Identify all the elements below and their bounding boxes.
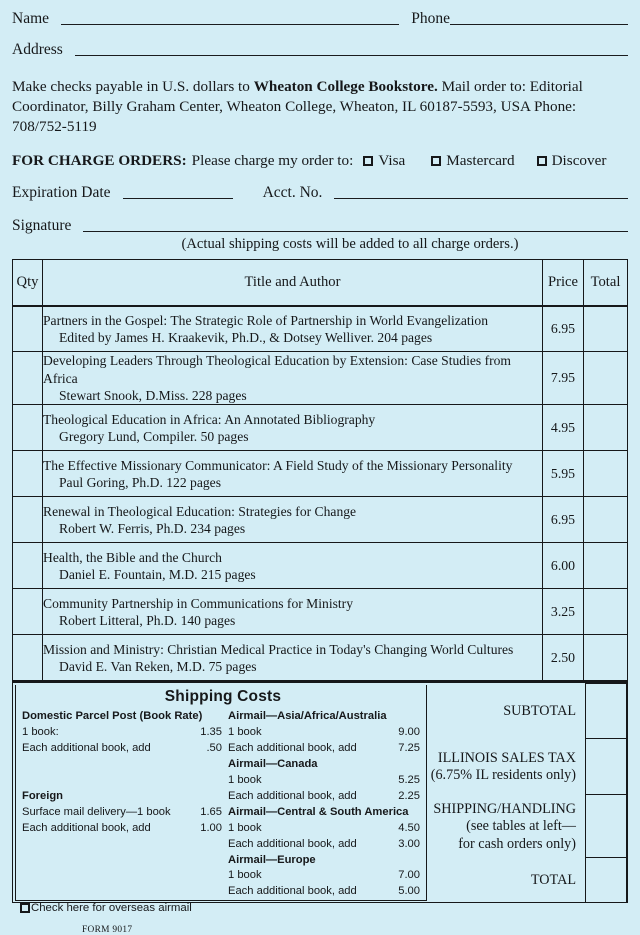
line-total-input-cell[interactable]: [584, 352, 628, 405]
shipping-rate-label: 1 book: [228, 821, 262, 834]
shipping-rate-row: [228, 741, 426, 757]
checkbox-icon[interactable]: [431, 156, 441, 166]
table-row: [13, 635, 628, 681]
book-author: Stewart Snook, D.Miss. 228 pages: [59, 388, 247, 404]
qty-input-cell[interactable]: [13, 635, 43, 681]
table-row: [13, 306, 628, 352]
shipping-handling-input-box[interactable]: [585, 795, 627, 858]
shipping-rate-label: Each additional book, add: [22, 742, 151, 755]
shipping-rate-label: 1 book: [228, 726, 262, 739]
shipping-rate-row: [228, 821, 426, 837]
shipping-rate-row: [22, 741, 228, 757]
sales-tax-row: [427, 739, 627, 795]
title-author-cell: [43, 635, 543, 681]
signature-label: Signature: [12, 217, 72, 235]
qty-input-cell[interactable]: [13, 451, 43, 497]
shipping-rate-amount: 5.00: [398, 885, 420, 898]
shipping-rate-heading: Domestic Parcel Post (Book Rate): [22, 710, 203, 723]
shipping-handling-label-group: [427, 801, 585, 853]
qty-input-cell[interactable]: [13, 405, 43, 451]
order-table-body: [13, 306, 628, 681]
shipping-rate-label: 1 book: [228, 774, 262, 787]
book-title: Community Partnership in Communications for Ministry: [43, 595, 354, 611]
subtotal-row: [427, 683, 627, 739]
subtotal-input-box[interactable]: [585, 683, 627, 739]
shipping-rate-label: Each additional book, add: [22, 821, 151, 834]
book-price: 6.00: [543, 543, 584, 589]
title-author-cell: [43, 497, 543, 543]
title-author-cell: [43, 306, 543, 352]
line-total-input-cell[interactable]: [584, 635, 628, 681]
title-author-cell: [43, 405, 543, 451]
title-author-cell: [43, 589, 543, 635]
shipping-rate-amount: 5.25: [398, 774, 420, 787]
subtotal-label: SUBTOTAL: [503, 702, 576, 719]
shipping-rate-amount: 1.65: [200, 805, 222, 818]
shipping-rate-amount: 1.00: [200, 821, 222, 834]
expiration-date-input-line[interactable]: [123, 198, 233, 199]
shipping-rate-row: [22, 821, 228, 837]
shipping-rates-airmail: [228, 709, 426, 900]
title-author-cell: [43, 352, 543, 405]
checkbox-icon[interactable]: [20, 903, 30, 913]
payment-text-before: Make checks payable in U.S. dollars to: [12, 78, 250, 95]
phone-label: Phone: [411, 10, 450, 27]
shipping-rate-label: Each additional book, add: [228, 742, 357, 755]
qty-input-cell[interactable]: [13, 589, 43, 635]
total-label: TOTAL: [530, 872, 576, 889]
shipping-rate-row: [228, 837, 426, 853]
card-label-visa: Visa: [378, 152, 406, 170]
shipping-rate-amount: 7.25: [398, 742, 420, 755]
shipping-handling-label: SHIPPING/HANDLING: [433, 800, 576, 817]
shipping-handling-note2: for cash orders only): [458, 835, 576, 852]
shipping-rate-amount: 9.00: [398, 726, 420, 739]
spacer: [22, 757, 228, 773]
name-input-line[interactable]: [61, 24, 399, 25]
order-table: [12, 259, 628, 681]
acct-no-input-line[interactable]: [334, 198, 628, 199]
shipping-rate-row: [22, 725, 228, 741]
sales-tax-note: (6.75% IL residents only): [430, 767, 576, 784]
shipping-rate-label: Each additional book, add: [228, 885, 357, 898]
line-total-input-cell[interactable]: [584, 543, 628, 589]
checkbox-icon[interactable]: [363, 156, 373, 166]
card-label-mastercard: Mastercard: [446, 152, 515, 170]
totals-column: [427, 683, 627, 903]
charge-instruction: Please charge my order to:: [191, 152, 354, 170]
table-row: [13, 405, 628, 451]
title-author-cell: [43, 543, 543, 589]
card-option-mastercard[interactable]: [431, 152, 514, 170]
shipping-rate-heading: Airmail—Central & South America: [228, 805, 409, 818]
sales-tax-label-group: [427, 750, 585, 785]
acct-no-label: Acct. No.: [262, 184, 323, 202]
shipping-rate-row: [22, 805, 228, 821]
spacer: [22, 773, 228, 789]
shipping-rate-row: [228, 725, 426, 741]
table-row: [13, 352, 628, 405]
book-title: Theological Education in Africa: An Annotated Bibliography: [43, 411, 376, 427]
charge-orders-heading: FOR CHARGE ORDERS:: [12, 152, 187, 170]
charge-orders-row: [12, 152, 628, 170]
signature-input-line[interactable]: [83, 231, 628, 232]
book-price: 2.50: [543, 635, 584, 681]
shipping-rate-heading: Airmail—Canada: [228, 758, 318, 771]
title-author-cell: [43, 451, 543, 497]
shipping-rate-amount: 4.50: [398, 821, 420, 834]
book-author: Gregory Lund, Compiler. 50 pages: [59, 428, 249, 444]
book-author: Daniel E. Fountain, M.D. 215 pages: [59, 566, 256, 582]
shipping-rate-row: [228, 789, 426, 805]
book-title: Mission and Ministry: Christian Medical Practice in Today's Changing World Cultures: [43, 641, 514, 657]
line-total-input-cell[interactable]: [584, 497, 628, 543]
address-input-line[interactable]: [75, 55, 628, 56]
book-price: 6.95: [543, 497, 584, 543]
book-title: Renewal in Theological Education: Strategies for Change: [43, 503, 357, 519]
book-price: 3.25: [543, 589, 584, 635]
overseas-airmail-label: Check here for overseas airmail: [31, 902, 192, 915]
order-table-wrap: [0, 259, 640, 681]
book-author: Robert W. Ferris, Ph.D. 234 pages: [59, 520, 246, 536]
table-row: [13, 589, 628, 635]
book-price: 5.95: [543, 451, 584, 497]
shipping-rate-columns: [20, 709, 426, 900]
table-row: [13, 451, 628, 497]
shipping-rate-amount: .50: [206, 742, 222, 755]
shipping-rate-amount: 1.35: [200, 726, 222, 739]
book-title: The Effective Missionary Communicator: A Field Study of the Missionary Personality: [43, 457, 513, 473]
book-price: 7.95: [543, 352, 584, 405]
payee-name: Wheaton College Bookstore.: [253, 78, 438, 95]
qty-input-cell[interactable]: [13, 352, 43, 405]
name-label: Name: [12, 10, 50, 27]
book-author: Edited by James H. Kraakevik, Ph.D., & Dotsey Welliver. 204 pages: [59, 330, 433, 345]
shipping-costs-inner: [15, 685, 426, 935]
contact-block: [0, 0, 640, 253]
shipping-rate-heading: Foreign: [22, 789, 64, 802]
book-author: Robert Litteral, Ph.D. 140 pages: [59, 612, 236, 628]
sales-tax-input-box[interactable]: [585, 739, 627, 795]
shipping-rate-row: [228, 884, 426, 900]
shipping-costs-title: Shipping Costs: [164, 688, 282, 706]
sales-tax-label: ILLINOIS SALES TAX: [437, 750, 576, 767]
line-total-input-cell[interactable]: [584, 451, 628, 497]
book-author: David E. Van Reken, M.D. 75 pages: [59, 658, 257, 674]
shipping-rate-row: [228, 773, 426, 789]
shipping-rate-amount: 3.00: [398, 837, 420, 850]
shipping-rate-row: [228, 868, 426, 884]
book-price: 4.95: [543, 405, 584, 451]
total-input-box[interactable]: [585, 858, 627, 903]
shipping-rate-label: Surface mail delivery—1 book: [22, 805, 171, 818]
qty-input-cell[interactable]: [13, 306, 43, 352]
shipping-rate-heading: Airmail—Europe: [228, 853, 316, 866]
line-total-input-cell[interactable]: [584, 306, 628, 352]
table-row: [13, 543, 628, 589]
book-title: Developing Leaders Through Theological Education by Extension: Case Studies from Africa: [43, 353, 512, 386]
signature-row: [12, 217, 628, 235]
shipping-rate-heading: Airmail—Asia/Africa/Australia: [228, 710, 387, 723]
overseas-airmail-option[interactable]: [20, 902, 426, 914]
address-label: Address: [12, 41, 63, 58]
qty-input-cell[interactable]: [13, 497, 43, 543]
shipping-rate-label: Each additional book, add: [228, 789, 357, 802]
shipping-handling-row: [427, 795, 627, 858]
address-row: [12, 41, 628, 59]
shipping-totals-box: [12, 681, 628, 935]
expiration-date-label: Expiration Date: [12, 184, 111, 202]
shipping-handling-note1: (see tables at left—: [466, 818, 576, 835]
shipping-rates-domestic: [20, 709, 228, 900]
order-table-head: [13, 260, 628, 306]
column-header-total: Total: [584, 260, 628, 306]
book-title: Health, the Bible and the Church: [43, 549, 222, 565]
column-header-price: Price: [543, 260, 584, 306]
book-price: 6.95: [543, 306, 584, 352]
bottom-section: [0, 681, 640, 935]
shipping-rate-label: 1 book: [228, 869, 262, 882]
line-total-input-cell[interactable]: [584, 405, 628, 451]
shipping-rate-amount: 2.25: [398, 789, 420, 802]
table-row: [13, 497, 628, 543]
line-total-input-cell[interactable]: [584, 589, 628, 635]
table-header-row: [13, 260, 628, 306]
form-number: FORM 9017: [82, 925, 133, 935]
shipping-notice: (Actual shipping costs will be added to all charge orders.): [181, 236, 519, 253]
card-label-discover: Discover: [551, 152, 607, 170]
phone-input-line[interactable]: [450, 24, 628, 25]
column-header-qty: Qty: [13, 260, 43, 306]
payment-instructions: [12, 77, 628, 136]
shipping-rate-label: Each additional book, add: [228, 837, 357, 850]
checkbox-icon[interactable]: [537, 156, 547, 166]
book-author: Paul Goring, Ph.D. 122 pages: [59, 474, 221, 490]
book-title: Partners in the Gospel: The Strategic Role of Partnership in World Evangelization: [43, 312, 489, 328]
qty-input-cell[interactable]: [13, 543, 43, 589]
column-header-title: Title and Author: [43, 260, 543, 306]
name-phone-row: [12, 10, 628, 28]
expiration-acct-row: [12, 184, 628, 202]
shipping-rate-amount: 7.00: [398, 869, 420, 882]
shipping-costs-box: [15, 685, 427, 935]
payment-text-after: Mail order to: Editorial Coordinator, Billy Graham Center, Wheaton College, Wheaton, IL 60187-5593, USA Phone: 708/752-5119: [12, 78, 583, 135]
total-row: [427, 858, 627, 903]
card-option-visa[interactable]: [363, 152, 405, 170]
shipping-rate-label: 1 book:: [22, 726, 59, 739]
card-option-discover[interactable]: [537, 152, 607, 170]
